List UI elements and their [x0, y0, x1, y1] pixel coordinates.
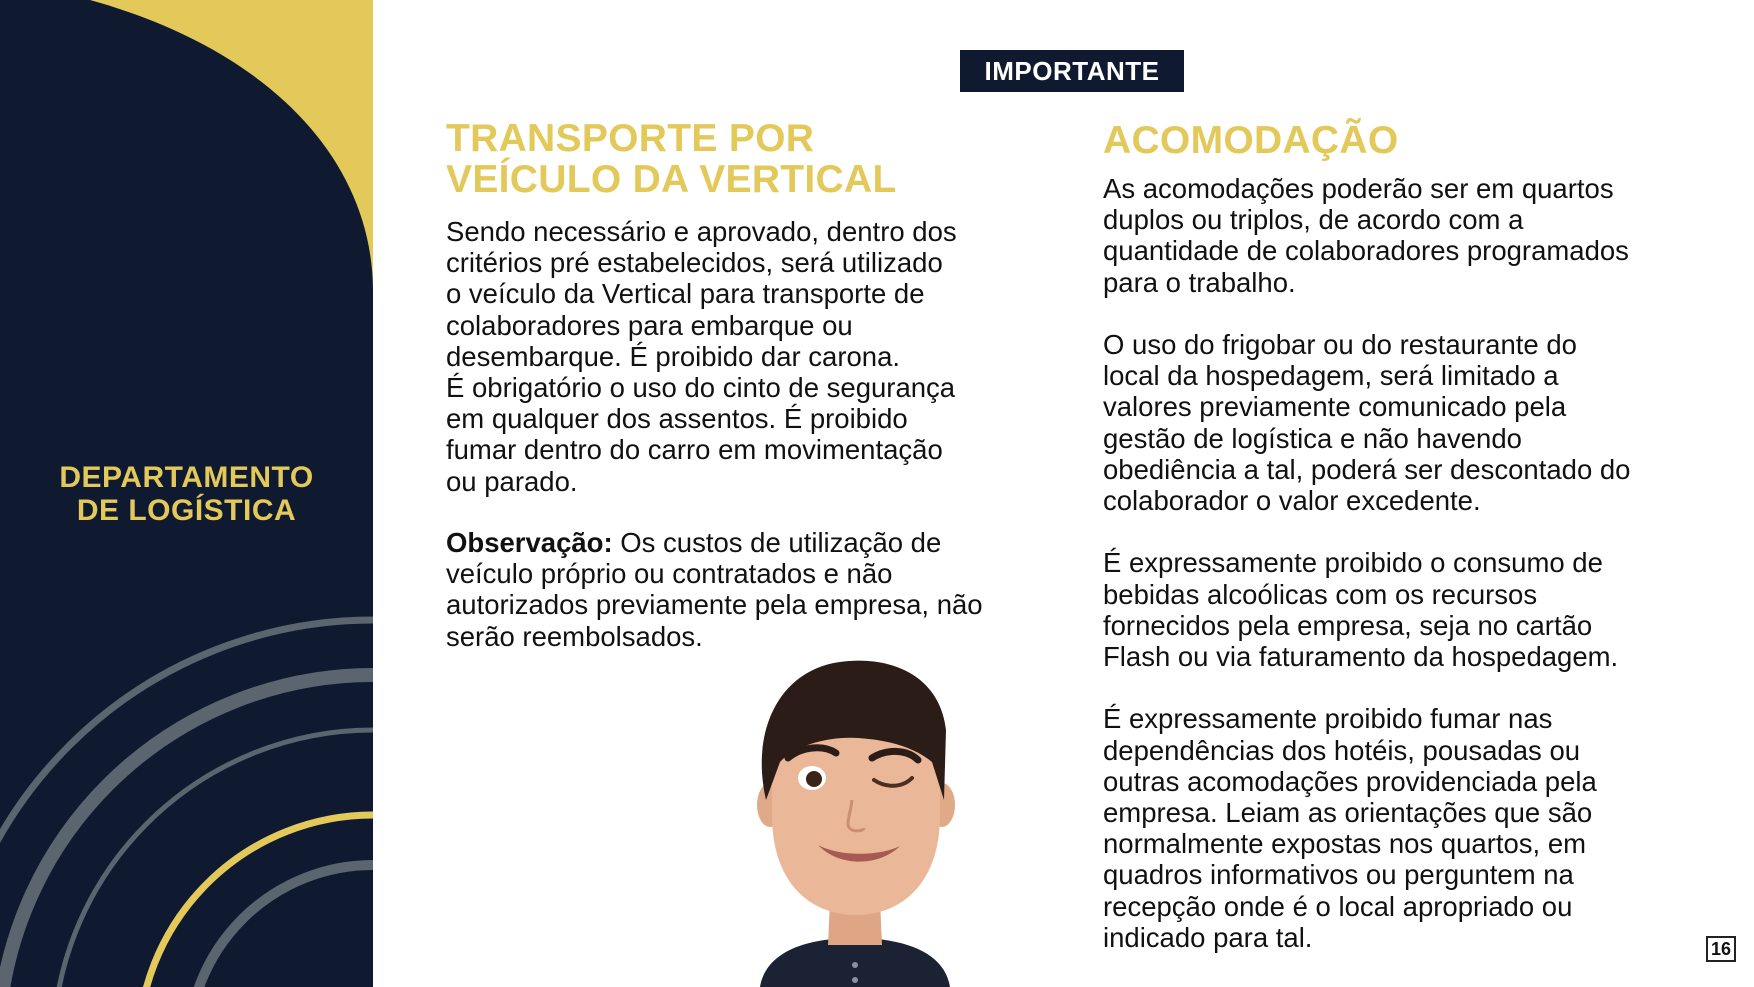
- accommodation-line: quantidade de colaboradores programados: [1103, 235, 1629, 267]
- transport-line: É obrigatório o uso do cinto de segurança: [446, 372, 956, 404]
- accommodation-line: É expressamente proibido o consumo de: [1103, 547, 1603, 579]
- paragraph-gap: [1103, 672, 1630, 703]
- observation-first-line-text: Os custos de utilização de: [612, 527, 942, 558]
- accommodation-line: O uso do frigobar ou do restaurante do: [1103, 329, 1577, 360]
- transport-line: ou parado.: [446, 465, 578, 497]
- paragraph-gap: [1103, 298, 1630, 329]
- accommodation-line: quadros informativos ou perguntem na: [1103, 859, 1574, 891]
- accommodation-line: Flash ou via faturamento da hospedagem.: [1103, 641, 1619, 673]
- accommodation-line: normalmente expostas nos quartos, em: [1103, 828, 1587, 860]
- accommodation-title: ACOMODAÇÃO: [1103, 119, 1399, 162]
- accommodation-body: [1103, 173, 1630, 953]
- winking-avatar-illustration: [740, 650, 970, 987]
- transport-title: [446, 118, 897, 200]
- department-title-line-2: DE LOGÍSTICA: [76, 494, 297, 527]
- transport-line: fumar dentro do carro em movimentação: [446, 434, 943, 466]
- department-title-line-1: DEPARTAMENTO: [59, 461, 314, 494]
- accommodation-line: recepção onde é o local apropriado ou: [1103, 890, 1573, 922]
- accommodation-line: É expressamente proibido fumar nas: [1103, 703, 1553, 735]
- accommodation-line: dependências dos hotéis, pousadas ou: [1103, 734, 1581, 766]
- observation-line: autorizados previamente pela empresa, não: [446, 589, 983, 621]
- accommodation-line: fornecidos pela empresa, seja no cartão: [1103, 609, 1593, 641]
- transport-line: critérios pré estabelecidos, será utilizado: [446, 247, 943, 279]
- avatar-shirt-button: [852, 962, 858, 968]
- accommodation-line: para o trabalho.: [1103, 266, 1296, 298]
- accommodation-line: gestão de logística e não havendo: [1103, 422, 1522, 454]
- avatar-left-pupil: [806, 771, 822, 787]
- transport-line: em qualquer dos assentos. É proibido: [446, 403, 908, 435]
- accommodation-line: bebidas alcoólicas com os recursos: [1103, 578, 1538, 610]
- observation-first-line: [446, 527, 983, 558]
- observation-line: veículo próprio ou contratados e não: [446, 558, 893, 590]
- accommodation-line: obediência a tal, poderá ser descontado do: [1103, 453, 1631, 485]
- accommodation-line: empresa. Leiam as orientações que são: [1103, 797, 1593, 829]
- transport-title-line-1: TRANSPORTE POR: [446, 117, 815, 160]
- transport-line: Sendo necessário e aprovado, dentro dos: [446, 216, 957, 247]
- accommodation-line: indicado para tal.: [1103, 921, 1313, 953]
- observation-line: serão reembolsados.: [446, 620, 703, 652]
- accommodation-line: valores previamente comunicado pela: [1103, 391, 1567, 423]
- accommodation-line: duplos ou triplos, de acordo com a: [1103, 204, 1524, 236]
- accommodation-line: As acomodações poderão ser em quartos: [1103, 173, 1614, 204]
- transport-line: o veículo da Vertical para transporte de: [446, 278, 925, 310]
- sidebar-panel: [0, 0, 373, 987]
- transport-line: desembarque. É proibido dar carona.: [446, 340, 901, 372]
- transport-title-line-2: VEÍCULO DA VERTICAL: [446, 158, 897, 201]
- paragraph-gap: [1103, 516, 1630, 547]
- observation-label: Observação:: [446, 527, 613, 558]
- important-badge: IMPORTANTE: [960, 50, 1184, 92]
- observation-paragraph: [446, 527, 983, 652]
- accommodation-line: colaborador o valor excedente.: [1103, 485, 1481, 517]
- transport-line: colaboradores para embarque ou: [446, 309, 853, 341]
- transport-paragraph: [446, 216, 957, 497]
- accommodation-line: local da hospedagem, será limitado a: [1103, 360, 1559, 392]
- accommodation-line: outras acomodações providenciada pela: [1103, 765, 1597, 797]
- page-number: 16: [1706, 936, 1736, 962]
- department-title: [0, 461, 373, 527]
- avatar-shirt-button: [852, 977, 858, 983]
